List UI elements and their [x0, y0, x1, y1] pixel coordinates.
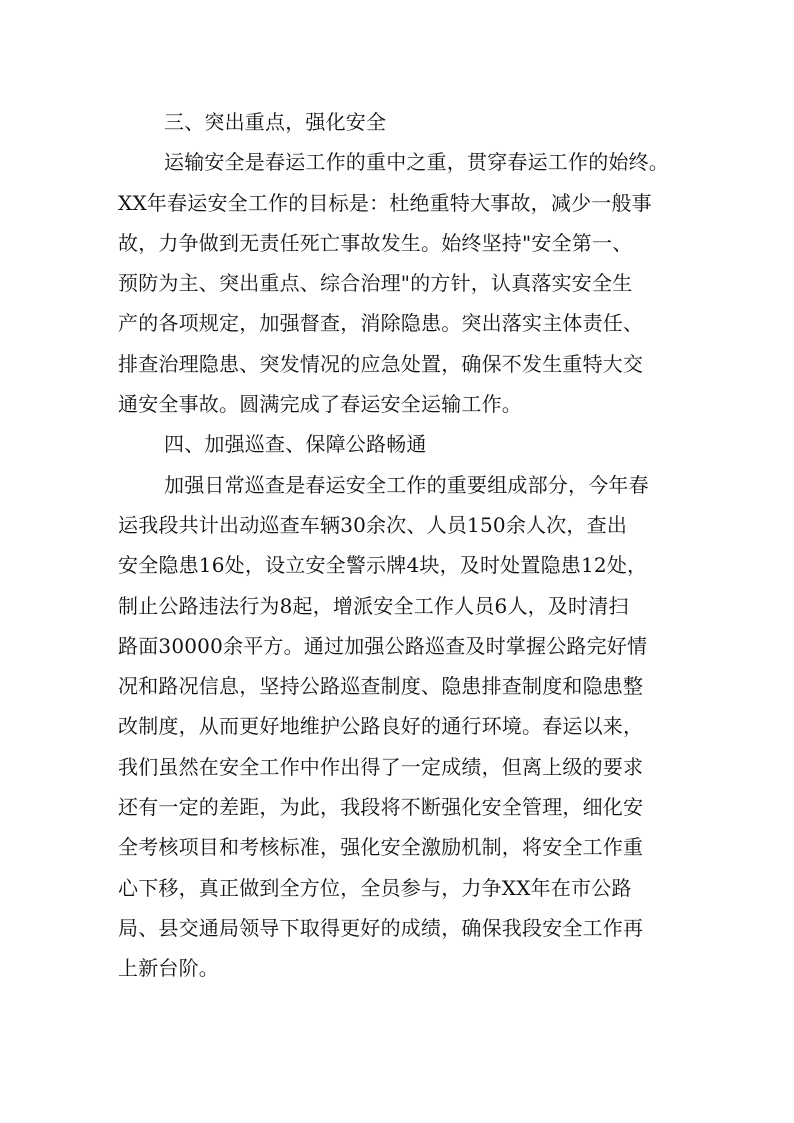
paragraph-line: 上新台阶。 [118, 956, 219, 981]
paragraph-line: 还有一定的差距，为此，我段将不断强化安全管理，细化安 [118, 795, 644, 820]
paragraph-line: 局、县交通局领导下取得更好的成绩，确保我段安全工作再 [118, 915, 644, 940]
paragraph-line: 安全隐患16处，设立安全警示牌4块，及时处置隐患12处， [118, 553, 648, 578]
paragraph-line: 通安全事故。圆满完成了春运安全运输工作。 [118, 392, 522, 417]
paragraph-line: 产的各项规定，加强督查，消除隐患。突出落实主体责任、 [118, 311, 644, 336]
paragraph-line: 路面30000余平方。通过加强公路巡查及时掌握公路完好情 [118, 633, 648, 658]
paragraph-line: 况和路况信息，坚持公路巡查制度、隐患排查制度和隐患整 [118, 674, 644, 699]
paragraph-line: 心下移，真正做到全方位，全员参与，力争XX年在市公路 [118, 875, 632, 900]
paragraph-line: 运输安全是春运工作的重中之重，贯穿春运工作的始终。 [164, 150, 669, 175]
paragraph-line: 我们虽然在安全工作中作出得了一定成绩，但离上级的要求 [118, 754, 644, 779]
section-heading-4: 四、加强巡查、保障公路畅通 [164, 432, 427, 457]
paragraph-line: 改制度，从而更好地维护公路良好的通行环境。春运以来， [118, 714, 644, 739]
paragraph-line: 全考核项目和考核标准，强化安全激励机制，将安全工作重 [118, 835, 644, 860]
document-body [118, 102, 718, 989]
paragraph-line: 排查治理隐患、突发情况的应急处置，确保不发生重特大交 [118, 351, 644, 376]
section-heading-3: 三、突出重点，强化安全 [164, 110, 387, 134]
paragraph-line: 故，力争做到无责任死亡事故发生。始终坚持"安全第一、 [118, 230, 633, 255]
paragraph-line: XX年春运安全工作的目标是：杜绝重特大事故，减少一般事 [118, 190, 652, 215]
paragraph-line: 运我段共计出动巡查车辆30余次、人员150余人次，查出 [118, 512, 628, 537]
paragraph-line: 加强日常巡查是春运安全工作的重要组成部分，今年春 [164, 472, 649, 497]
paragraph-line: 制止公路违法行为8起，增派安全工作人员6人，及时清扫 [118, 593, 629, 618]
paragraph-line: 预防为主、突出重点、综合治理"的方针，认真落实安全生 [118, 271, 633, 296]
